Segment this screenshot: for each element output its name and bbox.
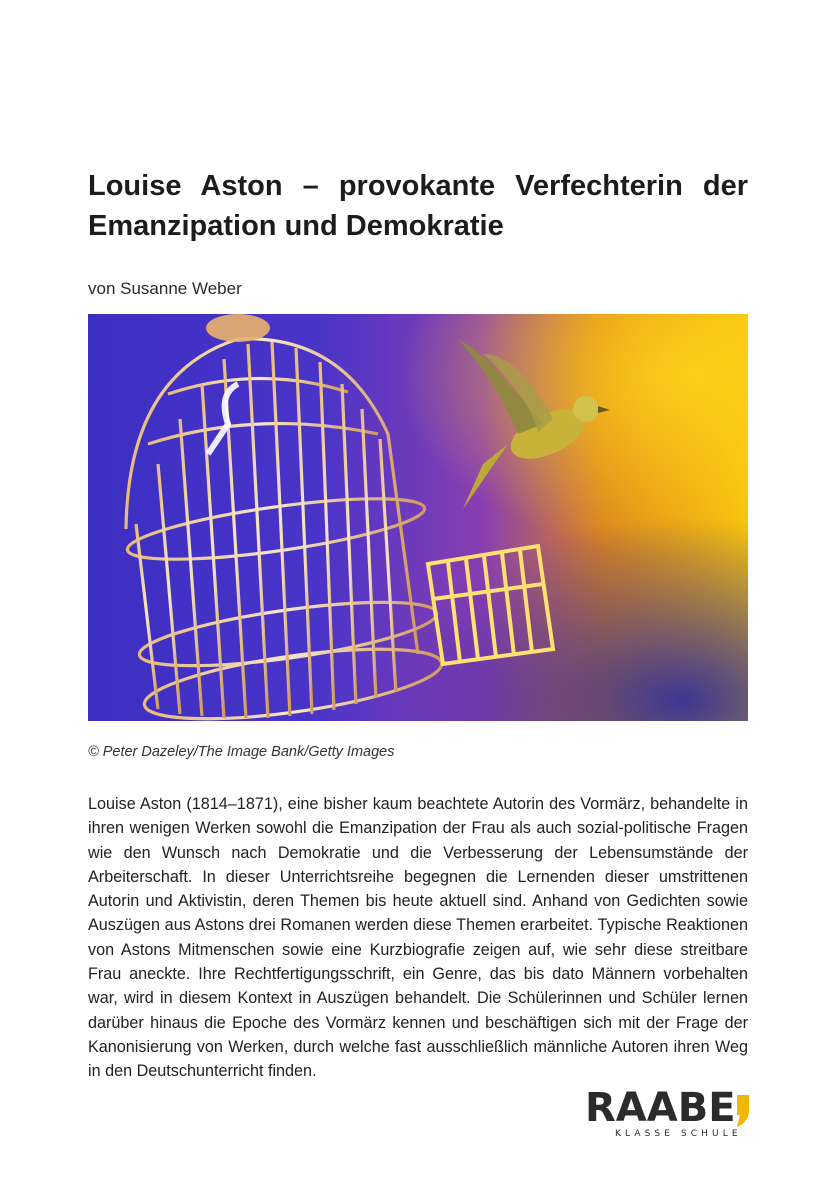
raabe-logo: [585, 1085, 755, 1145]
author-line: von Susanne Weber: [88, 279, 242, 298]
logo-comma-icon: [735, 1095, 749, 1127]
logo-wordmark: RAABE: [585, 1085, 736, 1131]
cover-image: [88, 314, 748, 721]
image-credit: © Peter Dazeley/The Image Bank/Getty Images: [88, 744, 395, 760]
intro-paragraph: Louise Aston (1814–1871), eine bisher kaum beachtete Autorin des Vormärz, behandelte in ihren wenigen Werken sowohl die Emanzipation der Frau als auch sozial-politische Fragen wie den Wunsch nach Demokratie und die Verbesserung der Lebensumstände der Arbeiterschaft. In dieser Unterrichtsreihe begegnen die Lernenden dieser umstrittenen Autorin und Aktivistin, deren Themen bis heute aktuell sind. Anhand von Gedichten sowie Auszügen aus Astons drei Romanen werden diese Themen erarbeitet. Typische Reaktionen von Astons Mitmenschen sowie eine Kurzbiografie zeigen auf, wie sehr diese streitbare Frau aneckte. Ihre Rechtfertigungsschrift, ein Genre, das bis dato Männern vorbehalten war, wird in diesem Kontext in Auszügen behandelt. Die Schülerinnen und Schüler lernen darüber hinaus die Epoche des Vormärz kennen und beschäftigen sich mit der Frage der Kanonisierung von Werken, durch welche fast ausschließlich männliche Autoren ihren Weg in den Deutschunterricht finden.: [88, 795, 748, 1081]
document-title: Louise Aston – provokante Verfechterin der Emanzipation und Demokratie: [88, 170, 748, 242]
logo-tagline: KLASSE SCHULE: [615, 1129, 742, 1139]
